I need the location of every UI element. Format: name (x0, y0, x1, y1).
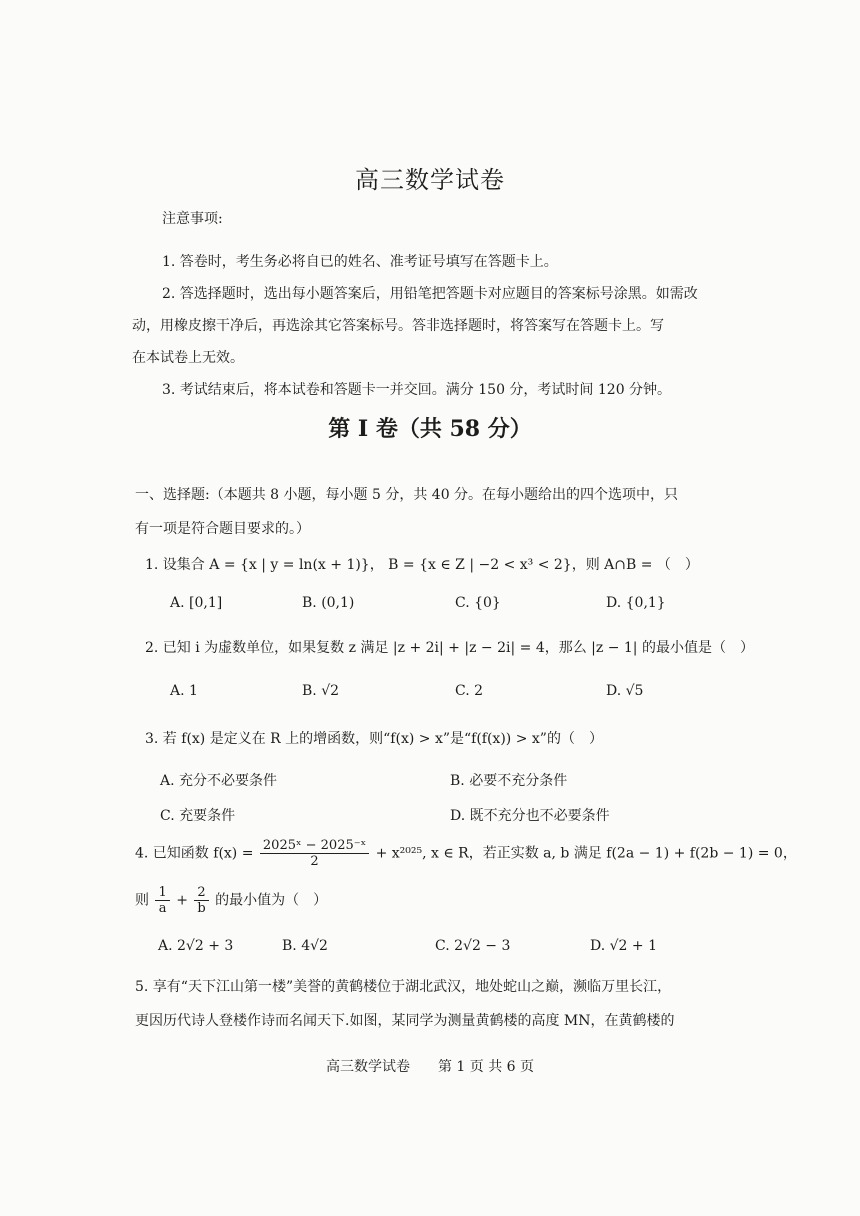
question-4-line-2 (135, 885, 327, 916)
part1-intro-line-2: 有一项是符合题目要求的。） (135, 521, 310, 537)
question-4-stem (135, 838, 797, 869)
q4-option-b: B. 4√2 (282, 938, 328, 954)
q2-option-d: D. √5 (606, 683, 644, 699)
q4-f1-denominator: a (158, 901, 167, 916)
notice-item-2-line-3: 在本试卷上无效。 (132, 350, 244, 366)
page-title: 高三数学试卷 (355, 166, 505, 194)
q4-fraction-denominator: 2 (310, 854, 319, 869)
q4-fraction (260, 838, 369, 869)
notice-section (132, 208, 762, 406)
notice-item-2-line-1: 2. 答选择题时，选出每小题答案后，用铅笔把答题卡对应题目的答案标号涂黑。如需改 (162, 286, 698, 302)
part1-intro (135, 478, 755, 546)
q4-fraction-numerator: 2025ˣ − 2025⁻ˣ (260, 838, 369, 854)
q5-line-2: 更因历代诗人登楼作诗而名闻天下.如图，某同学为测量黄鹤楼的高度 MN，在黄鹤楼的 (135, 1013, 675, 1029)
question-3-stem: 3. 若 f(x) 是定义在 R 上的增函数，则“f(x) > x”是“f(f(x)) > x”的（ ） (145, 731, 603, 747)
q4-f2-numerator: 2 (194, 885, 208, 901)
q4-f2-denominator: b (197, 901, 206, 916)
notice-heading: 注意事项: (162, 211, 223, 227)
q4-option-d: D. √2 + 1 (590, 938, 657, 954)
q1-option-a: A. [0,1] (170, 595, 223, 611)
q4-fraction-2-over-b (194, 885, 208, 916)
q4-fraction-1-over-a (155, 885, 169, 916)
q4-f1-numerator: 1 (155, 885, 169, 901)
question-2-stem: 2. 已知 i 为虚数单位，如果复数 z 满足 |z + 2i| + |z − 2i| = 4，那么 |z − 1| 的最小值是（ ） (145, 640, 754, 656)
notice-item-2-line-2: 动，用橡皮擦干净后，再选涂其它答案标号。答非选择题时，将答案写在答题卡上。写 (132, 318, 664, 334)
q1-option-d: D. {0,1} (606, 595, 666, 611)
q1-option-c: C. {0} (455, 595, 501, 611)
q3-option-c: C. 充要条件 (160, 808, 236, 824)
page-footer: 高三数学试卷 第 1 页 共 6 页 (325, 1059, 535, 1075)
q2-option-b: B. √2 (302, 683, 340, 699)
q4-stem-start: 4. 已知函数 f(x) = (135, 845, 254, 862)
q4-option-c: C. 2√2 − 3 (435, 938, 511, 954)
notice-item-1: 1. 答卷时，考生务必将自已的姓名、准考证号填写在答题卡上。 (162, 254, 558, 270)
q3-option-b: B. 必要不充分条件 (450, 773, 568, 789)
section-title: 第 I 卷（共 58 分） (328, 416, 532, 442)
q5-line-1: 5. 享有“天下江山第一楼”美誉的黄鹤楼位于湖北武汉，地处蛇山之巅，濒临万里长江， (135, 979, 672, 995)
q2-option-a: A. 1 (170, 683, 198, 699)
q2-option-c: C. 2 (455, 683, 484, 699)
question-1-stem: 1. 设集合 A = {x | y = ln(x + 1)}， B = {x ∈ Z | −2 < x³ < 2}，则 A∩B = （ ） (145, 557, 699, 573)
q1-option-b: B. (0,1) (302, 595, 355, 611)
q4-stem-mid: + x²⁰²⁵, x ∈ R，若正实数 a, b 满足 f(2a − 1) + f(2b − 1) = 0， (375, 845, 797, 862)
q3-option-a: A. 充分不必要条件 (160, 773, 278, 789)
part1-intro-line-1: 一、选择题:（本题共 8 小题，每小题 5 分，共 40 分。在每小题给出的四个选项中，只 (135, 487, 679, 503)
notice-item-3: 3. 考试结束后，将本试卷和答题卡一并交回。满分 150 分，考试时间 120 分钟。 (162, 382, 672, 398)
q3-option-d: D. 既不充分也不必要条件 (450, 808, 610, 824)
q4-line2-end: 的最小值为（ ） (215, 892, 328, 909)
question-5-stem (135, 970, 755, 1038)
q4-plus: + (176, 892, 188, 909)
q4-line2-start: 则 (135, 892, 149, 909)
q4-option-a: A. 2√2 + 3 (158, 938, 234, 954)
